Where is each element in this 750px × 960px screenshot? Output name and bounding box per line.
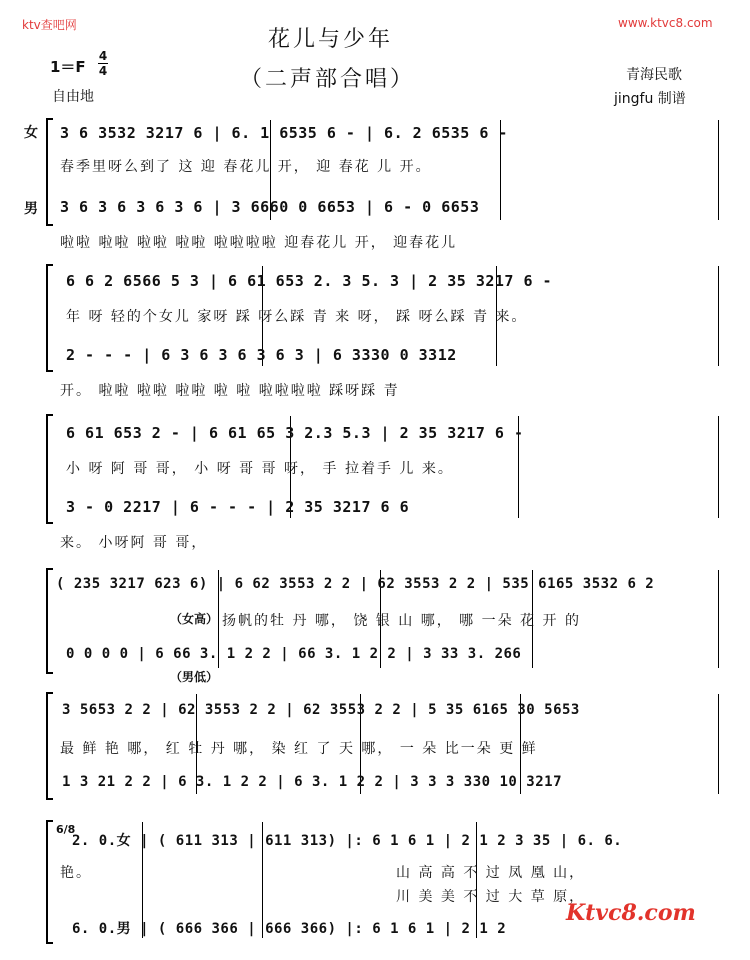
system-brace [46,414,53,524]
time-numerator: 4 [98,49,108,63]
system-brace [46,820,53,944]
bar-line [718,416,719,518]
female-notes: 6 6 2 6566 5 3 | 6 61 653 2. 3 5. 3 | 2 35 3217 6 - [66,272,553,290]
female-lyrics: 年 呀 轻的个女儿 家呀 踩 呀么踩 青 来 呀， 踩 呀么踩 青 来。 [66,309,528,325]
system-brace [46,118,53,226]
male-notes: 2 - - - | 6 3 6 3 6 3 6 3 | 6 3330 0 3312 [66,346,457,364]
system-brace [46,568,53,674]
maker-credit: jingfu 制谱 [614,91,686,107]
meter-label: 6/8 [56,823,76,836]
bar-line [718,266,719,366]
male-low-tag: （男低） [170,670,219,684]
key-signature: 1＝F [50,58,86,76]
female-lyrics: 最 鲜 艳 哪， 红 牡 丹 哪， 染 红 了 天 哪， 一 朵 比一朵 更 鲜 [60,741,538,757]
male-notes: 0 0 0 0 | 6 66 3. 1 2 2 | 66 3. 1 2 2 | 3 33 3. 266 [66,646,522,662]
female-notes: 2. 0.女 | ( 611 313 | 611 313) |: 6 1 6 1 | 2 1 2 3 35 | 6. 6. [72,833,623,849]
male-lyrics: 啦啦 啦啦 啦啦 啦啦 啦啦啦啦 迎春花儿 开， 迎春花儿 [60,235,458,251]
verse-2-lyrics: 川 美 美 不 过 大 草 原， [396,889,586,905]
source-credit: 青海民歌 [626,67,682,83]
tempo-marking: 自由地 [52,89,94,105]
male-notes: 3 6 3 6 3 6 3 6 | 3 6660 0 6653 | 6 - 0 6653 [60,198,480,216]
female-lyrics: 春季里呀么到了 这 迎 春花儿 开， 迎 春花 儿 开。 [60,159,432,175]
female-high-tag: （女高） [170,612,219,626]
female-lyrics: 艳。 [60,865,92,881]
male-notes: 3 - 0 2217 | 6 - - - | 2 35 3217 6 6 [66,498,410,516]
bar-line [718,570,719,668]
bar-line [718,120,719,220]
watermark-left: ktv查吧网 [22,18,77,32]
female-voice-label: 女 [24,125,38,141]
verse-1-lyrics: 山 高 高 不 过 凤 凰 山， [396,865,586,881]
system-brace [46,692,53,800]
meter-change [56,823,76,836]
female-lyrics: 扬帆的牡 丹 哪， 饶 银 山 哪， 哪 一朵 花 开 的 [222,613,581,629]
ktvc8-logo: Ktvc8.com [566,900,696,926]
time-signature [98,50,108,77]
male-voice-label: 男 [24,201,38,217]
time-denominator: 4 [98,64,108,78]
watermark-right: www.ktvc8.com [618,16,713,30]
song-subtitle: （二声部合唱） [240,67,416,92]
system-brace [46,264,53,372]
female-lyrics: 小 呀 阿 哥 哥， 小 呀 哥 哥 呀， 手 拉着手 儿 来。 [66,461,454,477]
female-notes: 6 61 653 2 - | 6 61 65 3 2.3 5.3 | 2 35 3217 6 - [66,424,524,442]
female-notes: 3 6 3532 3217 6 | 6. 1 6535 6 - | 6. 2 6535 6 - [60,124,508,142]
male-lyrics: 来。 小呀阿 哥 哥， [60,535,208,551]
song-title: 花儿与少年 [268,27,394,52]
bar-line [718,694,719,794]
male-notes: 1 3 21 2 2 | 6 3. 1 2 2 | 6 3. 1 2 2 | 3 3 3 330 10 3217 [62,774,563,790]
male-notes: 6. 0.男 | ( 666 366 | 666 366) |: 6 1 6 1 | 2 1 2 [72,921,507,937]
female-notes: 3 5653 2 2 | 62 3553 2 2 | 62 3553 2 2 | 5 35 6165 30 5653 [62,702,580,718]
female-notes: ( 235 3217 623 6) | 6 62 3553 2 2 | 62 3553 2 2 | 535 6165 3532 6 2 [56,576,655,592]
male-lyrics: 开。 啦啦 啦啦 啦啦 啦 啦 啦啦啦啦 踩呀踩 青 [60,383,400,399]
